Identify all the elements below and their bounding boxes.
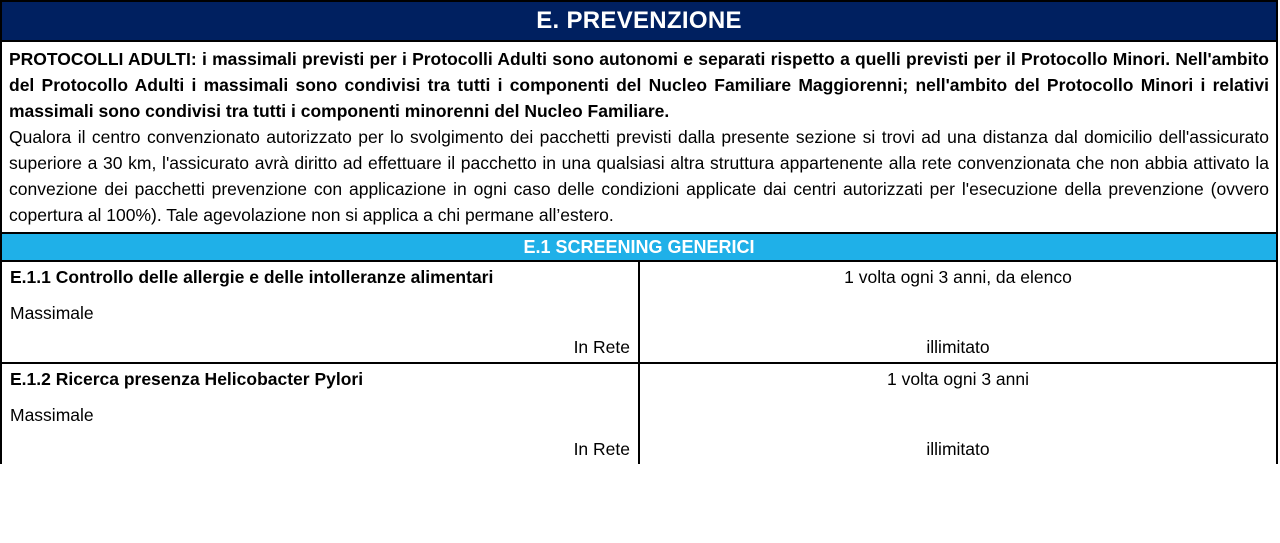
row-label-cell [2, 262, 640, 362]
limit-value: illimitato [926, 337, 990, 357]
subsection-title: E.1 SCREENING GENERICI [523, 236, 755, 257]
intro-paragraph [2, 42, 1276, 232]
rete-label: In Rete [573, 337, 630, 357]
row-title: E.1.1 Controllo delle allergie e delle intolleranze alimentari [10, 267, 494, 287]
intro-bold-text: PROTOCOLLI ADULTI: i massimali previsti per i Protocolli Adulti sono autonomi e separati rispetto a quelli previsti per il Protocollo Minori. Nell'ambito del Protocollo Adulti i massimali sono condivisi tra tutti i componenti del Nucleo Familiare Maggiorenni; nell'ambito del Protocollo Minori i relativi massimali sono condivisi tra tutti i componenti minorenni del Nucleo Familiare. [9, 49, 1269, 121]
subsection-header [2, 232, 1276, 262]
rete-label: In Rete [573, 439, 630, 459]
row-value-cell [640, 262, 1276, 362]
massimale-label: Massimale [10, 405, 94, 425]
table-row [2, 262, 1276, 364]
section-header [2, 0, 1276, 42]
section-title: E. PREVENZIONE [536, 7, 742, 34]
frequency-value: 1 volta ogni 3 anni, da elenco [844, 267, 1072, 287]
row-title: E.1.2 Ricerca presenza Helicobacter Pylori [10, 369, 364, 389]
row-value-cell [640, 364, 1276, 464]
row-label-cell [2, 364, 640, 464]
table-row [2, 364, 1276, 464]
intro-normal-text: Qualora il centro convenzionato autorizzato per lo svolgimento dei pacchetti previsti dalla presente sezione si trovi ad una distanza dal domicilio dell'assicurato superiore a 30 km, l'assicurato avrà diritto ad effettuare il pacchetto in una qualsiasi altra struttura appartenente alla rete convenzionata che non abbia attivato la convezione dei pacchetti prevenzione con applicazione in ogni caso delle condizioni applicate dai centri autorizzati per l'esecuzione della prevenzione (ovvero copertura al 100%). Tale agevolazione non si applica a chi permane all’estero. [9, 127, 1269, 225]
massimale-label: Massimale [10, 303, 94, 323]
frequency-value: 1 volta ogni 3 anni [886, 369, 1030, 389]
limit-value: illimitato [926, 439, 990, 459]
